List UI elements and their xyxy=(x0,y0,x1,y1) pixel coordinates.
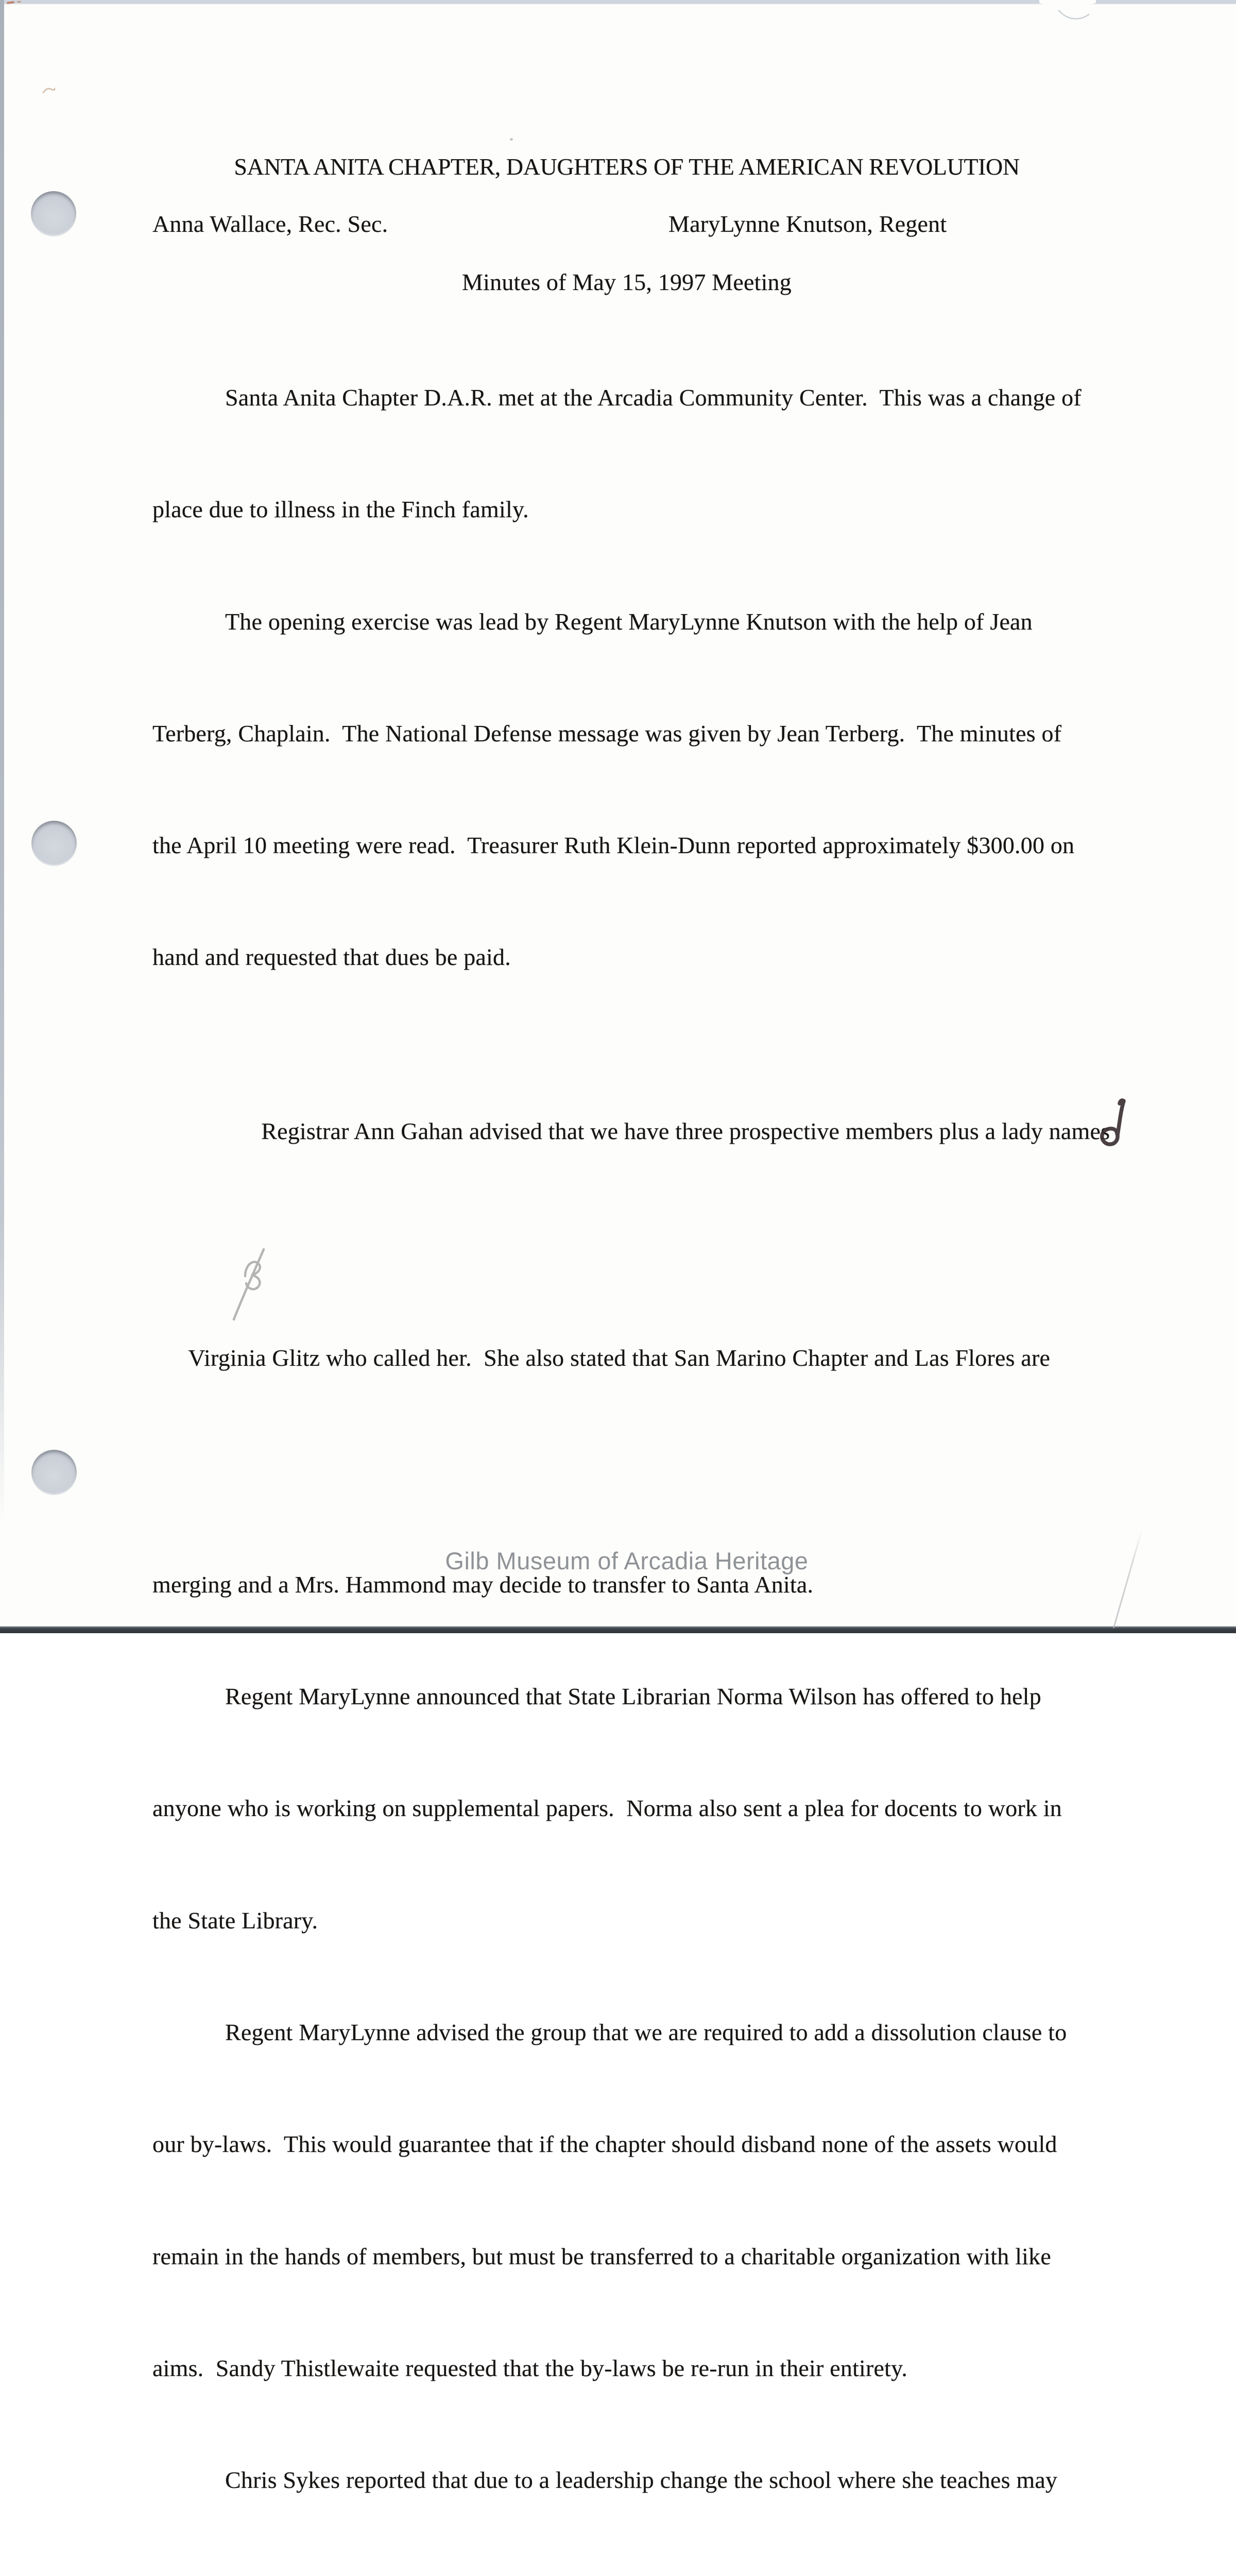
watermark-text: Gilb Museum of Arcadia Heritage xyxy=(445,1547,809,1574)
body-line-text: Regent MaryLynne advised the group that we are required to add a dissolution clause to xyxy=(225,2019,1067,2046)
punch-hole-bottom xyxy=(31,1450,77,1495)
body-line xyxy=(152,2451,1110,2509)
punch-hole-middle xyxy=(31,821,77,866)
body-line xyxy=(152,2115,1110,2173)
scan-edge-top-notch xyxy=(1039,0,1096,5)
scan-hair-artifact xyxy=(1057,5,1093,28)
byline-row xyxy=(152,211,1101,238)
body-line-text: the April 10 meeting were read. Treasurer Ruth Klein-Dunn reported approximately $300.00 on xyxy=(152,832,1075,859)
body-line-text: Terberg, Chaplain. The National Defense message was given by Jean Terberg. The minutes of xyxy=(152,720,1062,747)
body-line xyxy=(152,593,1110,650)
body-line-text: Regent MaryLynne announced that State Librarian Norma Wilson has offered to help xyxy=(225,1683,1041,1710)
punch-hole-top xyxy=(31,191,76,236)
byline-recording-secretary: Anna Wallace, Rec. Sec. xyxy=(152,211,388,237)
body-line xyxy=(152,1272,1110,1501)
body-line xyxy=(152,369,1110,426)
body-line xyxy=(152,1041,1110,1217)
body-line xyxy=(152,2340,1110,2397)
body-line-text: Virginia Glitz who called her. She also stated that San Marino Chapter and Las Flores are xyxy=(188,1344,1051,1371)
body-line-text: hand and requested that dues be paid. xyxy=(152,944,511,971)
body-line xyxy=(152,2564,1110,2576)
body-line-text: place due to illness in the Finch family. xyxy=(152,496,529,523)
body-line xyxy=(152,817,1110,874)
body-line-text: The opening exercise was lead by Regent MaryLynne Knutson with the help of Jean xyxy=(225,608,1033,635)
body-line-text: Chris Sykes reported that due to a leadership change the school where she teaches may xyxy=(225,2467,1058,2494)
body-line xyxy=(152,1892,1110,1949)
body-line xyxy=(152,1780,1110,1837)
scan-speck xyxy=(17,1,21,3)
scan-speck xyxy=(510,138,513,141)
body-line xyxy=(152,705,1110,762)
handwritten-d-correction xyxy=(1094,1098,1127,1149)
body-line-text: anyone who is working on supplemental papers. Norma also sent a plea for docents to work in xyxy=(152,1795,1062,1822)
document-title: SANTA ANITA CHAPTER, DAUGHTERS OF THE AMERICAN REVOLUTION xyxy=(234,154,1020,180)
body-line xyxy=(152,481,1110,538)
paper-crease xyxy=(1113,1529,1143,1629)
body-line-text: our by-laws. This would guarantee that if the chapter should disband none of the assets would xyxy=(152,2131,1057,2158)
body-line-text: Santa Anita Chapter D.A.R. met at the Arcadia Community Center. This was a change of xyxy=(225,384,1082,411)
body-line-text: the State Library. xyxy=(152,1907,318,1934)
document-body xyxy=(152,314,1110,2576)
document-subtitle: Minutes of May 15, 1997 Meeting xyxy=(462,269,792,295)
byline-regent: MaryLynne Knutson, Regent xyxy=(668,211,947,237)
pencil-scribble-annotation xyxy=(228,1246,279,1324)
body-line-text: remain in the hands of members, but must be transferred to a charitable organization with like xyxy=(152,2243,1051,2269)
body-line xyxy=(152,1668,1110,1725)
body-line-text: merging and a Mrs. Hammond may decide to transfer to Santa Anita. xyxy=(152,1571,814,1598)
body-line-text: Registrar Ann Gahan advised that we have three prospective members plus a lady names xyxy=(261,1118,1110,1145)
body-line xyxy=(152,928,1110,986)
scan-edge-left xyxy=(0,0,4,1525)
body-line xyxy=(152,2228,1110,2285)
faint-pencil-check xyxy=(42,86,56,95)
body-line-text: aims. Sandy Thistlewaite requested that the by-laws be re-run in their entirety. xyxy=(152,2354,908,2381)
body-line xyxy=(152,2004,1110,2061)
